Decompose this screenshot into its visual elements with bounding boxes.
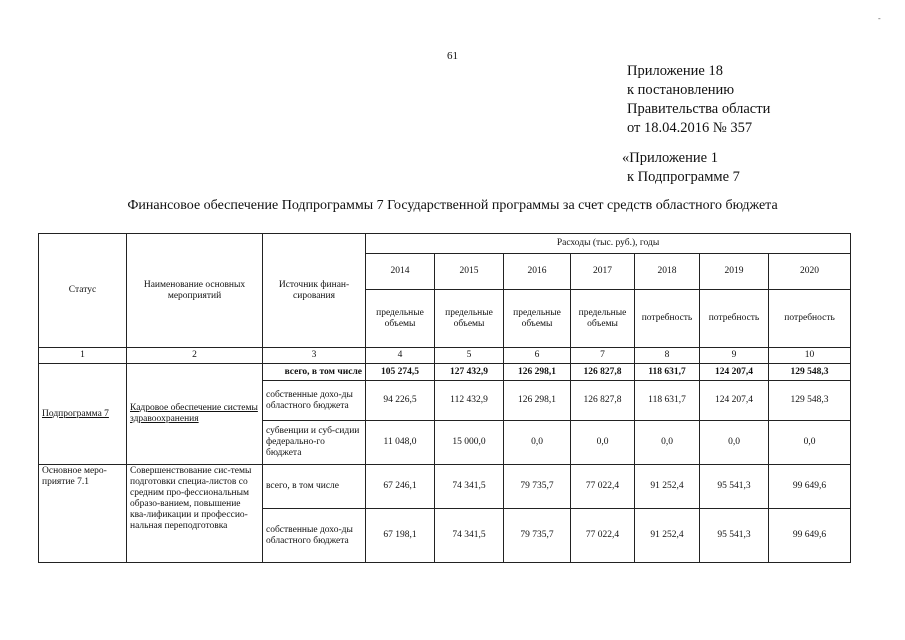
financing-table <box>38 233 851 563</box>
header-kind: предельные объемы <box>504 290 571 348</box>
value-cell: 126 827,8 <box>571 364 635 381</box>
value-cell: 79 735,7 <box>504 465 571 509</box>
header-year: 2015 <box>435 254 504 290</box>
value-cell: 94 226,5 <box>366 381 435 421</box>
value-cell: 124 207,4 <box>700 364 769 381</box>
header-year: 2020 <box>769 254 851 290</box>
value-cell: 127 432,9 <box>435 364 504 381</box>
page-number: 61 <box>447 50 458 62</box>
value-cell: 74 341,5 <box>435 465 504 509</box>
source-cell: всего, в том числе <box>263 465 366 509</box>
header-year: 2014 <box>366 254 435 290</box>
value-cell: 77 022,4 <box>571 509 635 563</box>
value-cell: 126 827,8 <box>571 381 635 421</box>
value-cell: 99 649,6 <box>769 509 851 563</box>
header-kind: потребность <box>635 290 700 348</box>
header-source: Источник финан-сирования <box>263 234 366 348</box>
table-row <box>39 364 851 381</box>
value-cell: 91 252,4 <box>635 465 700 509</box>
column-number: 7 <box>571 348 635 364</box>
appendix-line: Приложение 18 <box>627 63 723 79</box>
header-year: 2018 <box>635 254 700 290</box>
value-cell: 77 022,4 <box>571 465 635 509</box>
header-expenses: Расходы (тыс. руб.), годы <box>366 234 851 254</box>
value-cell: 129 548,3 <box>769 381 851 421</box>
value-cell: 118 631,7 <box>635 364 700 381</box>
column-number: 1 <box>39 348 127 364</box>
column-number: 6 <box>504 348 571 364</box>
value-cell: 112 432,9 <box>435 381 504 421</box>
value-cell: 118 631,7 <box>635 381 700 421</box>
status-cell: Подпрограмма 7 <box>39 364 127 465</box>
header-kind: потребность <box>769 290 851 348</box>
source-cell: собственные дохо-ды областного бюджета <box>263 381 366 421</box>
activity-name-cell: Кадровое обеспечение системы здравоохранения <box>127 364 263 465</box>
header-kind: предельные объемы <box>571 290 635 348</box>
column-number: 9 <box>700 348 769 364</box>
value-cell: 79 735,7 <box>504 509 571 563</box>
column-number: 10 <box>769 348 851 364</box>
value-cell: 126 298,1 <box>504 381 571 421</box>
value-cell: 95 541,3 <box>700 509 769 563</box>
value-cell: 0,0 <box>571 421 635 465</box>
value-cell: 67 198,1 <box>366 509 435 563</box>
value-cell: 91 252,4 <box>635 509 700 563</box>
table-row <box>39 465 851 509</box>
appendix-line: к постановлению <box>627 82 735 98</box>
value-cell: 126 298,1 <box>504 364 571 381</box>
value-cell: 0,0 <box>769 421 851 465</box>
header-status: Статус <box>39 234 127 348</box>
appendix-reference-line: «Приложение 1 <box>622 150 718 166</box>
header-kind: предельные объемы <box>366 290 435 348</box>
value-cell: 124 207,4 <box>700 381 769 421</box>
column-number: 5 <box>435 348 504 364</box>
appendix-reference-block <box>622 149 740 187</box>
column-number: 4 <box>366 348 435 364</box>
header-year: 2019 <box>700 254 769 290</box>
source-cell: всего, в том числе <box>263 364 366 381</box>
value-cell: 129 548,3 <box>769 364 851 381</box>
header-kind: потребность <box>700 290 769 348</box>
value-cell: 67 246,1 <box>366 465 435 509</box>
column-numbers-row <box>39 348 851 364</box>
column-number: 8 <box>635 348 700 364</box>
header-year: 2016 <box>504 254 571 290</box>
status-cell: Основное меро-приятие 7.1 <box>39 465 127 563</box>
source-cell: субвенции и суб-сидии федерально-го бюджета <box>263 421 366 465</box>
appendix-reference-line: к Подпрограмме 7 <box>627 169 740 185</box>
value-cell: 105 274,5 <box>366 364 435 381</box>
appendix-line: Правительства области <box>627 101 771 117</box>
appendix-line: от 18.04.2016 № 357 <box>627 120 753 136</box>
source-cell: собственные дохо-ды областного бюджета <box>263 509 366 563</box>
value-cell: 99 649,6 <box>769 465 851 509</box>
value-cell: 11 048,0 <box>366 421 435 465</box>
column-number: 2 <box>127 348 263 364</box>
document-title: Финансовое обеспечение Подпрограммы 7 Государственной программы за счет средств областного бюджета <box>127 198 778 213</box>
header-name: Наименование основных мероприятий <box>127 234 263 348</box>
header-kind: предельные объемы <box>435 290 504 348</box>
value-cell: 0,0 <box>700 421 769 465</box>
header-year: 2017 <box>571 254 635 290</box>
value-cell: 0,0 <box>635 421 700 465</box>
header-row <box>39 234 851 254</box>
corner-mark: - <box>878 14 881 23</box>
appendix-block <box>627 62 770 138</box>
value-cell: 74 341,5 <box>435 509 504 563</box>
value-cell: 15 000,0 <box>435 421 504 465</box>
value-cell: 95 541,3 <box>700 465 769 509</box>
activity-name-cell: Совершенствование сис-темы подготовки специа-листов со средним про-фессиональным образо-ванием, повышение ква-лификации и профессио-нальная переподготовка <box>127 465 263 563</box>
value-cell: 0,0 <box>504 421 571 465</box>
column-number: 3 <box>263 348 366 364</box>
